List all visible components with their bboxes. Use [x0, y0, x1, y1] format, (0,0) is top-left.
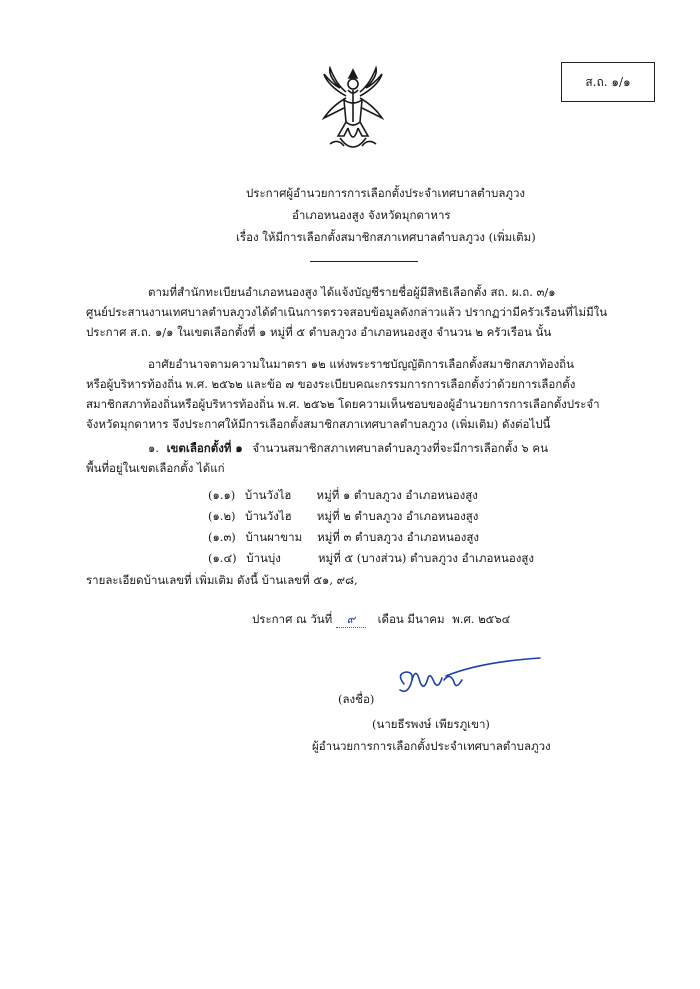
para1-line-2: ศูนย์ประสานงานเทศบาลตำบลภูวงได้ดำเนินการตรวจสอบข้อมูลดังกล่าวแล้ว ปรากฏว่ามีครัวเรือนที่ไม่มีใน	[86, 305, 608, 319]
district-line	[148, 441, 548, 456]
para1-line-1: ตามที่สำนักทะเบียนอำเภอหนองสูง ได้แจ้งบัญชีรายชื่อผู้มีสิทธิเลือกตั้ง สถ. ผ.ถ. ๓/๑	[148, 285, 556, 299]
date-day: ๙	[336, 612, 366, 628]
house-details: รายละเอียดบ้านเลขที่ เพิ่มเติม ดังนี้ บ้านเลขที่ ๕๑, ๙๘,	[86, 573, 358, 587]
garuda-emblem-icon	[318, 66, 388, 158]
date-year: พ.ศ. ๒๕๖๔	[452, 612, 511, 626]
district-number: ๑.	[148, 441, 159, 455]
para2-line-2: หรือผู้บริหารท้องถิ่น พ.ศ. ๒๕๖๒ และข้อ ๗ ของระเบียบคณะกรรมการการเลือกตั้งว่าด้วยการเลือกตั้ง	[86, 377, 576, 391]
form-code: ส.ถ. ๑/๑	[585, 74, 631, 89]
header-line-1: ประกาศผู้อำนวยการการเลือกตั้งประจำเทศบาลตำบลภูวง	[246, 186, 526, 200]
header-divider	[310, 261, 418, 262]
sign-label: (ลงชื่อ)	[338, 692, 375, 706]
village-1	[208, 488, 478, 503]
district-area: พื้นที่อยู่ในเขตเลือกตั้ง ได้แก่	[86, 461, 225, 475]
village-3	[208, 530, 479, 545]
signer-name: (นายธีรพงษ์ เพียรภูเขา)	[372, 717, 490, 731]
header-line-2: อำเภอหนองสูง จังหวัดมุกดาหาร	[292, 208, 451, 222]
village-2-name: บ้านวังไฮ	[245, 509, 292, 523]
village-3-num: (๑.๓)	[208, 530, 236, 544]
village-4-name: บ้านบุ่ง	[246, 551, 281, 565]
village-2-num: (๑.๒)	[208, 509, 236, 523]
para2-line-4: จังหวัดมุกดาหาร จึงประกาศให้มีการเลือกตั้งสมาชิกสภาเทศบาลตำบลภูวง (เพิ่มเติม) ดังต่อไปนี้	[86, 417, 551, 431]
village-1-num: (๑.๑)	[208, 488, 236, 502]
date-prefix: ประกาศ ณ วันที่	[252, 612, 333, 626]
village-2-detail: หมู่ที่ ๒ ตำบลภูวง อำเภอหนองสูง	[316, 509, 479, 523]
village-4	[208, 551, 534, 566]
village-1-detail: หมู่ที่ ๑ ตำบลภูวง อำเภอหนองสูง	[316, 488, 478, 502]
form-code-box	[561, 62, 655, 102]
announcement-date	[252, 612, 510, 628]
signer-position: ผู้อำนวยการการเลือกตั้งประจำเทศบาลตำบลภูวง	[312, 739, 551, 753]
village-2	[208, 509, 478, 524]
village-3-detail: หมู่ที่ ๓ ตำบลภูวง อำเภอหนองสูง	[317, 530, 479, 544]
village-3-name: บ้านผาขาม	[245, 530, 303, 544]
header-title: เรื่อง ให้มีการเลือกตั้งสมาชิกสภาเทศบาลตำบลภูวง (เพิ่มเติม)	[236, 230, 536, 244]
para1-line-3: ประกาศ ส.ถ. ๑/๑ ในเขตเลือกตั้งที่ ๑ หมู่ที่ ๕ ตำบลภูวง อำเภอหนองสูง จำนวน ๒ ครัวเรือน นั้น	[86, 325, 552, 339]
date-month: เดือน มีนาคม	[377, 612, 445, 626]
district-label: เขตเลือกตั้งที่ ๑	[166, 441, 243, 455]
para2-line-1: อาศัยอำนาจตามความในมาตรา ๑๒ แห่งพระราชบัญญัติการเลือกตั้งสมาชิกสภาท้องถิ่น	[148, 357, 575, 371]
handwritten-signature	[390, 654, 550, 702]
village-1-name: บ้านวังไฮ	[244, 488, 292, 502]
village-4-detail: หมู่ที่ ๕ (บางส่วน) ตำบลภูวง อำเภอหนองสูง	[317, 551, 535, 565]
district-description: จำนวนสมาชิกสภาเทศบาลตำบลภูวงที่จะมีการเลือกตั้ง ๖ คน	[252, 441, 548, 455]
village-4-num: (๑.๔)	[208, 551, 237, 565]
para2-line-3: สมาชิกสภาท้องถิ่นหรือผู้บริหารท้องถิ่น พ.ศ. ๒๕๖๒ โดยความเห็นชอบของผู้อำนวยการการเลือกตั้งประจำ	[86, 397, 600, 411]
